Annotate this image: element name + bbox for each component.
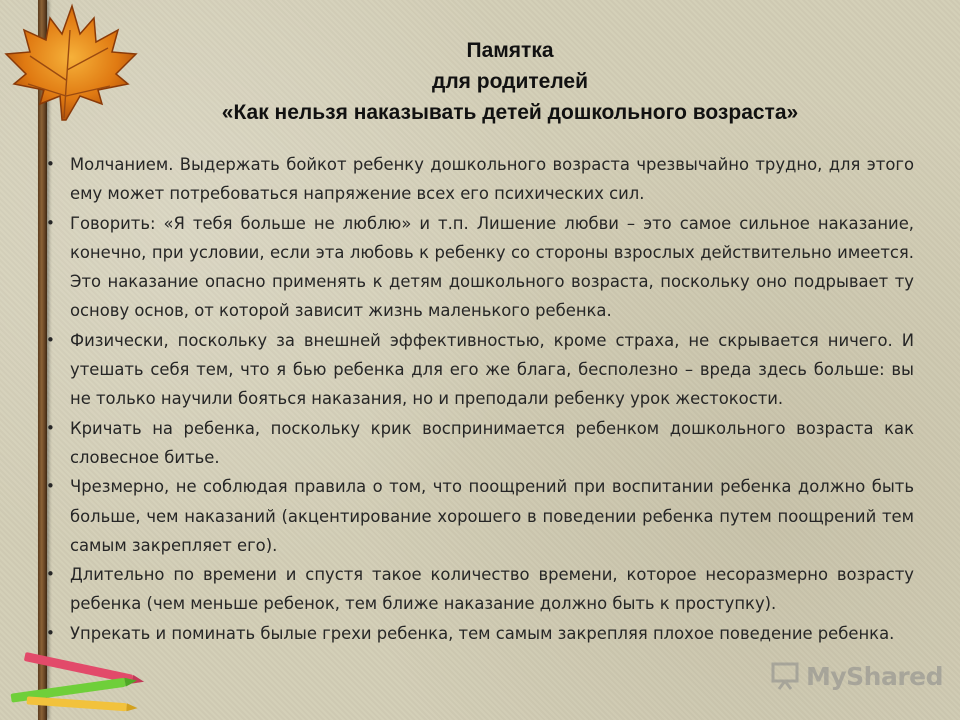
memo-list — [46, 150, 914, 648]
list-item — [46, 619, 914, 648]
list-item-text: Физически, поскольку за внешней эффективностью, кроме страха, не скрывается ничего. И утешать себя тем, что я бью ребенка для его же блага, бесполезно – вреда здесь больше: вы не только научили бояться наказания, но и преподали ребенку урок жестокости. — [70, 330, 914, 409]
list-item-text: Длительно по времени и спустя такое количество времени, которое несоразмерно возрасту ребенка (чем меньше ребенок, тем ближе наказание должно быть к проступку). — [70, 565, 914, 614]
list-item-text: Упрекать и поминать былые грехи ребенка, тем самым закрепляя плохое поведение ребенка. — [70, 623, 895, 643]
title-line-2: для родителей — [432, 70, 588, 93]
title-line-3: «Как нельзя наказывать детей дошкольного возраста» — [221, 101, 799, 124]
bullet-icon: • — [46, 565, 55, 584]
crayons-icon — [0, 650, 160, 720]
watermark-text: MyShared — [806, 661, 944, 691]
presentation-icon — [770, 661, 800, 691]
list-item — [46, 150, 914, 209]
bullet-icon: • — [46, 330, 55, 349]
watermark — [770, 658, 943, 694]
bullet-icon: • — [46, 418, 55, 437]
bullet-icon: • — [46, 623, 55, 642]
list-item — [46, 414, 914, 473]
list-item-text: Молчанием. Выдержать бойкот ребенку дошкольного возраста чрезвычайно трудно, для этого ему может потребоваться напряжение всех его психических сил. — [70, 155, 914, 204]
list-item — [46, 209, 914, 326]
bullet-icon: • — [46, 155, 55, 173]
list-item-text: Говорить: «Я тебя больше не люблю» и т.п. Лишение любви – это самое сильное наказание, конечно, при условии, если эта любовь к ребенку со стороны взрослых действительно имеется. Это наказание опасно применять к детям дошкольного возраста, поскольку оно подрывает ту основу основ, от которой зависит жизнь маленького ребенка. — [70, 213, 914, 321]
title-line-1: Памятка — [466, 39, 554, 62]
list-item — [46, 326, 914, 414]
list-item — [46, 472, 914, 560]
bullet-icon: • — [46, 213, 55, 232]
list-item-text: Чрезмерно, не соблюдая правила о том, что поощрений при воспитании ребенка должно быть больше, чем наказаний (акцентирование хорошего в поведении ребенка путем поощрений тем самым закрепляет его). — [70, 477, 914, 555]
page-title — [80, 35, 940, 128]
list-item — [46, 560, 914, 619]
bullet-icon: • — [46, 477, 55, 496]
list-item-text: Кричать на ребенка, поскольку крик воспринимается ребенком дошкольного возраста как словесное битье. — [70, 418, 914, 467]
